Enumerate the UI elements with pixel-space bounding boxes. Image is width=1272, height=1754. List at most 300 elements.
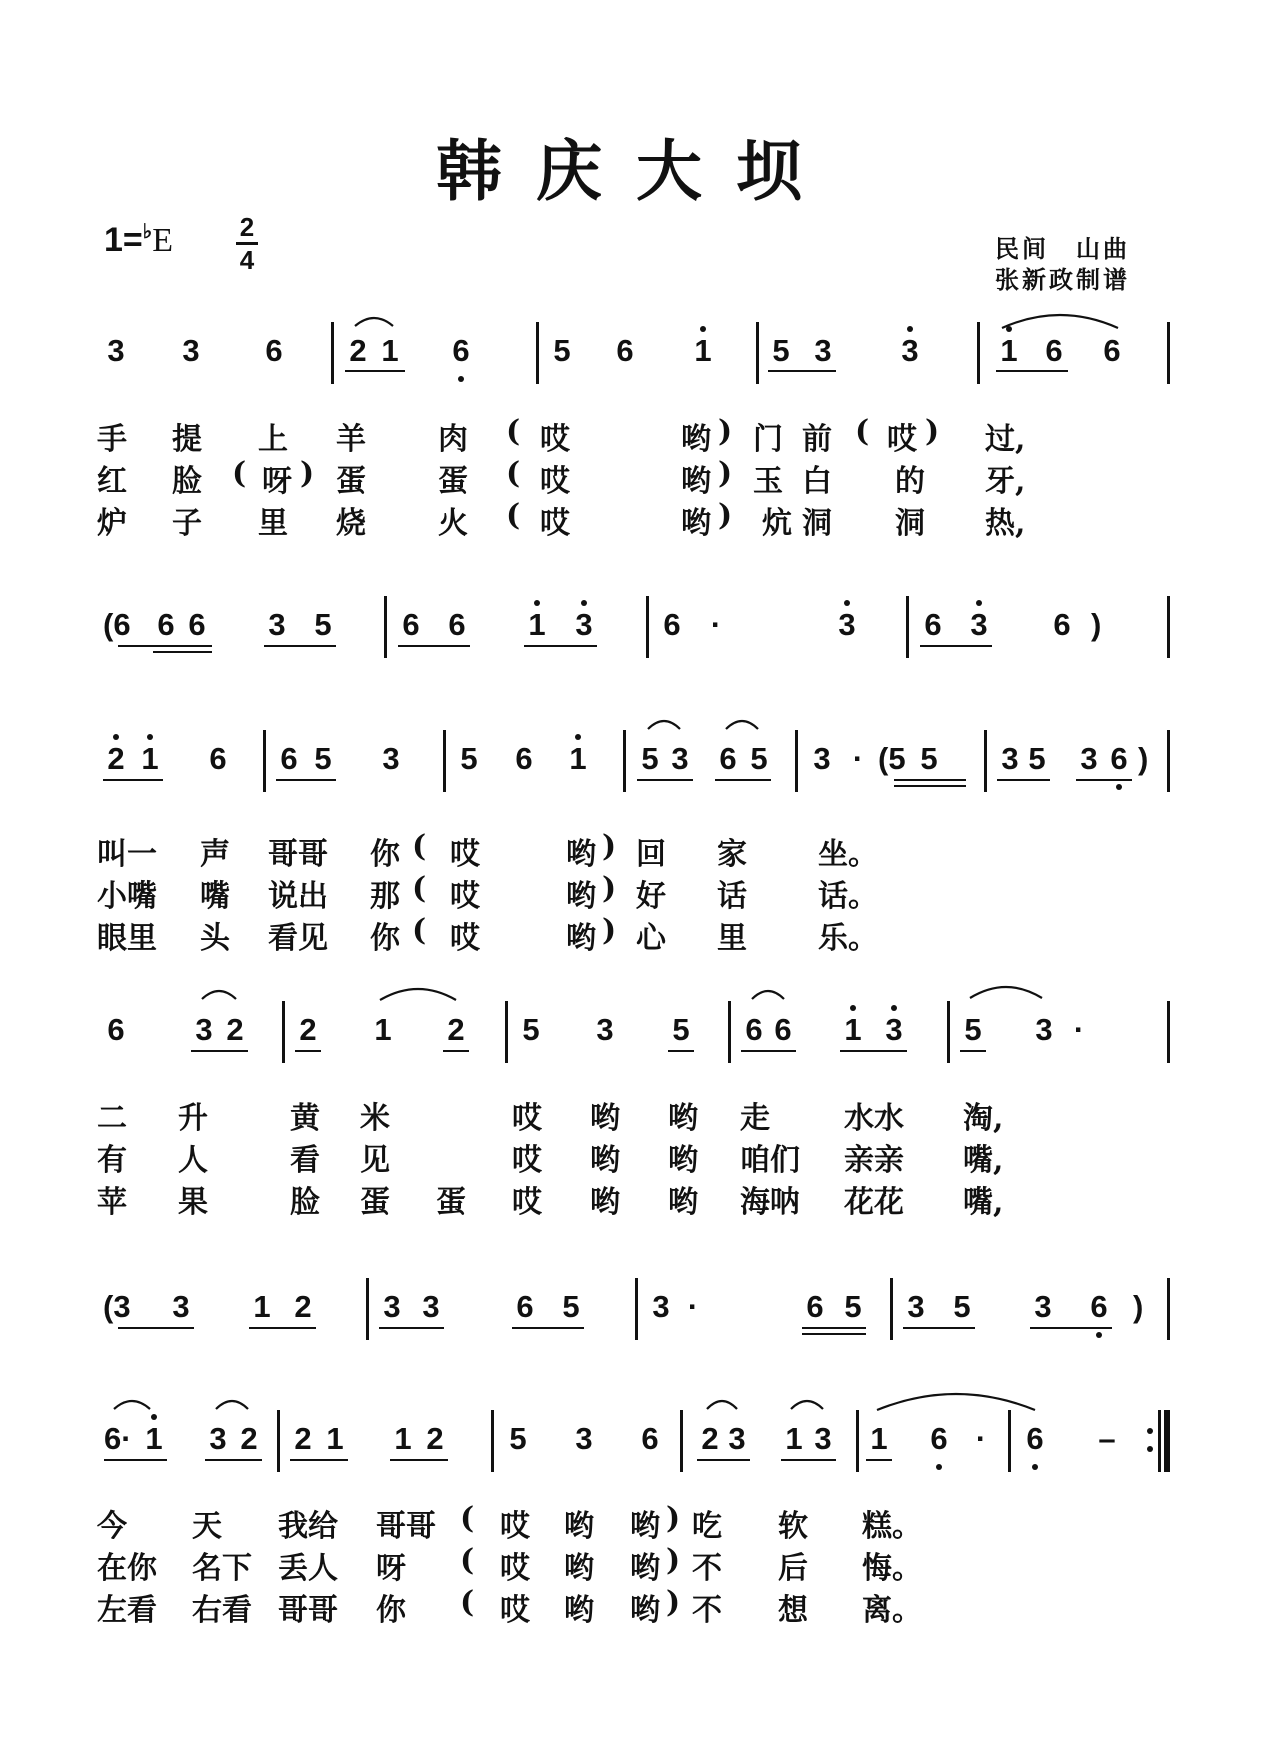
note: 6 bbox=[930, 1421, 948, 1456]
lyric-word: 右看 bbox=[192, 1593, 252, 1628]
note: 6 bbox=[188, 607, 206, 642]
note: 5 bbox=[772, 333, 790, 368]
underline bbox=[920, 645, 992, 647]
lyric-word: ( bbox=[232, 456, 247, 491]
note: 6 bbox=[745, 1012, 763, 1047]
note: 6 bbox=[806, 1289, 824, 1324]
note: 6 bbox=[209, 741, 227, 776]
barline bbox=[282, 1001, 285, 1063]
lyric-word: 呀 bbox=[262, 464, 292, 499]
low-dot bbox=[458, 376, 464, 382]
note: 2 bbox=[426, 1421, 444, 1456]
note: 3 bbox=[970, 607, 988, 642]
lyric-word: ) bbox=[718, 414, 733, 449]
barline bbox=[623, 730, 626, 792]
lyric-word: 玉 bbox=[753, 464, 783, 499]
low-dot bbox=[1116, 784, 1122, 790]
note: 6 bbox=[1053, 607, 1071, 642]
lyric-word: 的 bbox=[895, 464, 925, 499]
barline bbox=[795, 730, 798, 792]
slur bbox=[112, 1395, 152, 1411]
credit-arranger: 张新政制谱 bbox=[995, 265, 1130, 294]
note: 2 bbox=[294, 1289, 312, 1324]
underline bbox=[715, 779, 771, 781]
note: 5 bbox=[964, 1012, 982, 1047]
lyric-word: 想 bbox=[778, 1593, 808, 1628]
barline bbox=[1167, 596, 1170, 658]
note: 6 bbox=[280, 741, 298, 776]
lyric-word: 你 bbox=[376, 1593, 406, 1628]
barline bbox=[536, 322, 539, 384]
barline bbox=[947, 1001, 950, 1063]
lyric-word: 不 bbox=[692, 1593, 722, 1628]
barline bbox=[756, 322, 759, 384]
lyric-word: 离。 bbox=[862, 1593, 922, 1628]
note: 6 bbox=[1103, 333, 1121, 368]
note: 2 bbox=[240, 1421, 258, 1456]
lyric-word: 你 bbox=[370, 921, 400, 956]
lyric-word: ) bbox=[666, 1585, 681, 1620]
barline bbox=[856, 1410, 859, 1472]
lyric-word: 家 bbox=[717, 837, 747, 872]
note: (5 bbox=[878, 741, 906, 776]
underline bbox=[741, 1050, 796, 1052]
note: 3 bbox=[885, 1012, 903, 1047]
lyric-word: 咱们 bbox=[740, 1143, 800, 1178]
note: 6 bbox=[402, 607, 420, 642]
barline bbox=[491, 1410, 494, 1472]
barline bbox=[1167, 1001, 1170, 1063]
note: 3 bbox=[209, 1421, 227, 1456]
note: 1 bbox=[844, 1012, 862, 1047]
lyric-word: 嘴, bbox=[963, 1185, 1004, 1220]
underline bbox=[103, 779, 163, 781]
high-dot bbox=[113, 734, 119, 740]
barline bbox=[384, 596, 387, 658]
lyric-word: ) bbox=[602, 913, 617, 948]
lyric-word: 升 bbox=[178, 1101, 208, 1136]
lyric-word: 天 bbox=[192, 1509, 222, 1544]
underline bbox=[118, 1327, 194, 1329]
note: 1 bbox=[253, 1289, 271, 1324]
underline bbox=[290, 1459, 348, 1461]
slur bbox=[968, 980, 1044, 1000]
lyric-word: 门 bbox=[753, 422, 783, 457]
lyric-word: 哎 bbox=[512, 1101, 542, 1136]
note: 6 bbox=[157, 607, 175, 642]
note: 6 bbox=[448, 607, 466, 642]
note: 6 bbox=[1045, 333, 1063, 368]
high-dot bbox=[151, 1414, 157, 1420]
note: 1 bbox=[374, 1012, 392, 1047]
note: 3 bbox=[1001, 741, 1019, 776]
underline bbox=[903, 1327, 975, 1329]
note: 6 bbox=[774, 1012, 792, 1047]
lyric-word: 哟 bbox=[681, 464, 711, 499]
underline bbox=[802, 1327, 866, 1329]
lyric-word: 哟 bbox=[566, 879, 596, 914]
note: · bbox=[975, 1421, 987, 1456]
final-barline bbox=[1164, 1410, 1170, 1472]
lyric-word: 名下 bbox=[192, 1551, 252, 1586]
note: 1 bbox=[569, 741, 587, 776]
note: 6· bbox=[104, 1421, 132, 1456]
lyric-word: 糕。 bbox=[862, 1509, 922, 1544]
lyric-word: 淘, bbox=[963, 1101, 1004, 1136]
lyric-word: 果 bbox=[178, 1185, 208, 1220]
barline bbox=[277, 1410, 280, 1472]
lyric-word: 花花 bbox=[844, 1185, 904, 1220]
high-dot bbox=[534, 600, 540, 606]
note: 1 bbox=[326, 1421, 344, 1456]
lyric-word: 话 bbox=[717, 879, 747, 914]
note: 6 bbox=[1110, 741, 1128, 776]
lyric-word: 头 bbox=[200, 921, 230, 956]
slur bbox=[789, 1395, 825, 1411]
note: · bbox=[687, 1289, 699, 1324]
slur bbox=[705, 1395, 739, 1411]
underline bbox=[668, 1050, 694, 1052]
note: 3 bbox=[1035, 1012, 1053, 1047]
note: 3 bbox=[575, 1421, 593, 1456]
underline bbox=[249, 1327, 316, 1329]
lyric-word: 烧 bbox=[336, 506, 366, 541]
lyric-word: 哎 bbox=[540, 464, 570, 499]
high-dot bbox=[850, 1005, 856, 1011]
note: 5 bbox=[460, 741, 478, 776]
lyric-word: 炕 bbox=[762, 506, 792, 541]
slur bbox=[214, 1395, 250, 1411]
note: 2 bbox=[226, 1012, 244, 1047]
lyric-word: 走 bbox=[740, 1101, 770, 1136]
lyric-word: 哟 bbox=[590, 1101, 620, 1136]
underline bbox=[276, 779, 336, 781]
note: 5 bbox=[1028, 741, 1046, 776]
barline bbox=[331, 322, 334, 384]
lyric-word: ) bbox=[718, 456, 733, 491]
lyric-word: 提 bbox=[172, 422, 202, 457]
lyric-word: ( bbox=[460, 1543, 475, 1578]
lyric-word: 蛋 bbox=[436, 1185, 466, 1220]
lyric-word: 眼里 bbox=[97, 921, 157, 956]
barline bbox=[505, 1001, 508, 1063]
key-note: E bbox=[152, 222, 173, 259]
underline bbox=[894, 779, 966, 781]
note: 3 bbox=[182, 333, 200, 368]
lyric-word: 苹 bbox=[97, 1185, 127, 1220]
lyric-word: 那 bbox=[370, 879, 400, 914]
barline bbox=[984, 730, 987, 792]
underline bbox=[118, 645, 212, 647]
lyric-word: ( bbox=[412, 913, 427, 948]
lyric-word: 前 bbox=[802, 422, 832, 457]
lyric-word: 你 bbox=[370, 837, 400, 872]
underline bbox=[781, 1459, 836, 1461]
slur bbox=[646, 715, 682, 731]
note: 6 bbox=[663, 607, 681, 642]
slur bbox=[1000, 308, 1120, 330]
lyric-word: 回 bbox=[636, 837, 666, 872]
note: 3 bbox=[268, 607, 286, 642]
underline bbox=[697, 1459, 750, 1461]
underline bbox=[997, 779, 1050, 781]
lyric-word: 坐。 bbox=[818, 837, 878, 872]
lyric-word: ( bbox=[460, 1501, 475, 1536]
slur bbox=[353, 312, 395, 328]
lyric-word: 火 bbox=[438, 506, 468, 541]
lyric-word: 嘴 bbox=[200, 879, 230, 914]
lyric-word: 哎 bbox=[500, 1551, 530, 1586]
close-paren: ) bbox=[1133, 1289, 1144, 1324]
note: 3 bbox=[728, 1421, 746, 1456]
note: (6 bbox=[103, 607, 131, 642]
lyric-word: 哟 bbox=[566, 921, 596, 956]
barline bbox=[906, 596, 909, 658]
barline bbox=[977, 322, 980, 384]
high-dot bbox=[976, 600, 982, 606]
underline bbox=[379, 1327, 444, 1329]
note: 1 bbox=[785, 1421, 803, 1456]
lyric-word: ) bbox=[602, 829, 617, 864]
lyric-word: 软 bbox=[778, 1509, 808, 1544]
lyric-word: ( bbox=[412, 829, 427, 864]
barline bbox=[680, 1410, 683, 1472]
underline bbox=[295, 1050, 321, 1052]
lyric-word: 哟 bbox=[630, 1509, 660, 1544]
note: 3 bbox=[107, 333, 125, 368]
lyric-word: ( bbox=[506, 414, 521, 449]
underline bbox=[960, 1050, 986, 1052]
slur bbox=[378, 982, 458, 1002]
lyric-word: 说出 bbox=[268, 879, 328, 914]
note: 6 bbox=[452, 333, 470, 368]
lyric-word: 羊 bbox=[336, 422, 366, 457]
lyric-word: 哟 bbox=[668, 1101, 698, 1136]
lyric-word: 牙, bbox=[985, 464, 1026, 499]
lyric-word: 米 bbox=[360, 1101, 390, 1136]
lyric-word: 有 bbox=[97, 1143, 127, 1178]
low-dot bbox=[1096, 1332, 1102, 1338]
note: 3 bbox=[195, 1012, 213, 1047]
underline bbox=[637, 779, 693, 781]
note: 3 bbox=[907, 1289, 925, 1324]
note: 5 bbox=[920, 741, 938, 776]
credit-origin: 民间 山曲 bbox=[995, 234, 1130, 263]
barline bbox=[646, 596, 649, 658]
note: 2 bbox=[294, 1421, 312, 1456]
note: · bbox=[1073, 1012, 1085, 1047]
lyric-word: 叫一 bbox=[97, 837, 157, 872]
note: 5 bbox=[750, 741, 768, 776]
note: 1 bbox=[1000, 333, 1018, 368]
lyric-word: 哎 bbox=[500, 1593, 530, 1628]
note: 3 bbox=[814, 1421, 832, 1456]
close-paren: ) bbox=[1091, 607, 1102, 642]
note: 5 bbox=[314, 607, 332, 642]
lyric-word: 热, bbox=[985, 506, 1026, 541]
note: 6 bbox=[1026, 1421, 1044, 1456]
underline bbox=[443, 1050, 469, 1052]
note: 1 bbox=[694, 333, 712, 368]
barline bbox=[890, 1278, 893, 1340]
lyric-word: 过, bbox=[985, 422, 1026, 457]
underline bbox=[802, 1333, 866, 1335]
note: 6 bbox=[515, 741, 533, 776]
underline bbox=[1030, 1327, 1112, 1329]
lyric-word: 见 bbox=[360, 1143, 390, 1178]
lyric-word: 水水 bbox=[844, 1101, 904, 1136]
lyric-word: 哎 bbox=[450, 837, 480, 872]
underline bbox=[866, 1459, 892, 1461]
lyric-word: 海呐 bbox=[740, 1185, 800, 1220]
lyric-word: 黄 bbox=[290, 1101, 320, 1136]
note: 2 bbox=[107, 741, 125, 776]
lyric-word: 红 bbox=[97, 464, 127, 499]
lyric-word: ) bbox=[925, 414, 940, 449]
lyric-word: 后 bbox=[778, 1551, 808, 1586]
underline bbox=[524, 645, 597, 647]
lyric-word: 哟 bbox=[630, 1551, 660, 1586]
lyric-word: 看 bbox=[290, 1143, 320, 1178]
lyric-word: 不 bbox=[692, 1551, 722, 1586]
high-dot bbox=[844, 600, 850, 606]
note: 5 bbox=[641, 741, 659, 776]
underline bbox=[345, 370, 405, 372]
lyric-word: 哎 bbox=[540, 506, 570, 541]
lyric-word: 今 bbox=[97, 1509, 127, 1544]
lyric-word: 炉 bbox=[97, 506, 127, 541]
lyric-word: 好 bbox=[636, 879, 666, 914]
note: 6 bbox=[1090, 1289, 1108, 1324]
lyric-word: ( bbox=[506, 498, 521, 533]
note: 6 bbox=[516, 1289, 534, 1324]
lyric-word: 二 bbox=[97, 1101, 127, 1136]
underline bbox=[840, 1050, 907, 1052]
note: 3 bbox=[814, 333, 832, 368]
note: 3 bbox=[383, 1289, 401, 1324]
lyric-word: 哟 bbox=[564, 1509, 594, 1544]
lyric-word: 哟 bbox=[681, 422, 711, 457]
lyric-word: 嘴, bbox=[963, 1143, 1004, 1178]
lyric-word: 蛋 bbox=[438, 464, 468, 499]
note: 5 bbox=[672, 1012, 690, 1047]
underline bbox=[191, 1050, 248, 1052]
underline bbox=[390, 1459, 448, 1461]
lyric-word: 蛋 bbox=[336, 464, 366, 499]
lyric-word: 脸 bbox=[290, 1185, 320, 1220]
lyric-word: 哟 bbox=[668, 1143, 698, 1178]
underline bbox=[768, 370, 836, 372]
note: 5 bbox=[314, 741, 332, 776]
note: – bbox=[1098, 1421, 1116, 1456]
lyric-word: 小嘴 bbox=[97, 879, 157, 914]
lyric-word: 哎 bbox=[512, 1143, 542, 1178]
lyric-word: 丢人 bbox=[278, 1551, 338, 1586]
lyric-word: 哟 bbox=[668, 1185, 698, 1220]
lyric-word: 子 bbox=[172, 506, 202, 541]
lyric-word: 呀 bbox=[376, 1551, 406, 1586]
barline bbox=[263, 730, 266, 792]
slur bbox=[200, 985, 238, 1001]
barline bbox=[443, 730, 446, 792]
lyric-word: 脸 bbox=[172, 464, 202, 499]
high-dot bbox=[581, 600, 587, 606]
lyric-word: ) bbox=[666, 1501, 681, 1536]
underline bbox=[894, 785, 966, 787]
repeat-dot bbox=[1147, 1428, 1153, 1434]
note: · bbox=[852, 741, 864, 776]
lyric-word: 哟 bbox=[564, 1551, 594, 1586]
song-title: 韩庆大坝 bbox=[436, 132, 836, 210]
note: 1 bbox=[870, 1421, 888, 1456]
lyric-word: 心 bbox=[636, 921, 666, 956]
note: 5 bbox=[522, 1012, 540, 1047]
lyric-word: 里 bbox=[717, 921, 747, 956]
underline bbox=[264, 645, 336, 647]
note: 6 bbox=[265, 333, 283, 368]
lyric-word: 哥哥 bbox=[268, 837, 328, 872]
lyric-word: 哟 bbox=[590, 1185, 620, 1220]
note: 1 bbox=[141, 741, 159, 776]
lyric-word: 哎 bbox=[450, 879, 480, 914]
note: 1 bbox=[528, 607, 546, 642]
lyric-word: 亲亲 bbox=[844, 1143, 904, 1178]
meter-denominator: 4 bbox=[239, 245, 255, 275]
note: 3 bbox=[652, 1289, 670, 1324]
close-paren: ) bbox=[1138, 741, 1149, 776]
lyric-word: 哎 bbox=[512, 1185, 542, 1220]
lyric-word: 哎 bbox=[887, 422, 917, 457]
lyric-word: 哎 bbox=[450, 921, 480, 956]
note: 3 bbox=[422, 1289, 440, 1324]
underline bbox=[153, 651, 212, 653]
note: 6 bbox=[924, 607, 942, 642]
lyric-word: 哟 bbox=[590, 1143, 620, 1178]
time-signature bbox=[236, 214, 258, 273]
lyric-word: 肉 bbox=[438, 422, 468, 457]
note: 3 bbox=[575, 607, 593, 642]
lyric-word: 话。 bbox=[818, 879, 878, 914]
barline bbox=[1158, 1410, 1161, 1472]
lyric-word: 看见 bbox=[268, 921, 328, 956]
note: 5 bbox=[562, 1289, 580, 1324]
note: 3 bbox=[1034, 1289, 1052, 1324]
lyric-word: 吃 bbox=[692, 1509, 722, 1544]
lyric-word: 洞 bbox=[802, 506, 832, 541]
note: 3 bbox=[596, 1012, 614, 1047]
note: 3 bbox=[813, 741, 831, 776]
slur bbox=[875, 1386, 1037, 1412]
barline bbox=[728, 1001, 731, 1063]
note: 2 bbox=[299, 1012, 317, 1047]
lyric-word: 声 bbox=[200, 837, 230, 872]
note: 5 bbox=[953, 1289, 971, 1324]
high-dot bbox=[891, 1005, 897, 1011]
lyric-word: ) bbox=[602, 871, 617, 906]
lyric-word: ) bbox=[666, 1543, 681, 1578]
lyric-word: ( bbox=[412, 871, 427, 906]
underline bbox=[205, 1459, 262, 1461]
lyric-word: 在你 bbox=[97, 1551, 157, 1586]
underline bbox=[1076, 779, 1132, 781]
note: 3 bbox=[382, 741, 400, 776]
note: 2 bbox=[349, 333, 367, 368]
lyric-word: 哟 bbox=[630, 1593, 660, 1628]
lyric-word: ) bbox=[718, 498, 733, 533]
underline bbox=[512, 1327, 584, 1329]
barline bbox=[1167, 322, 1170, 384]
key-prefix: 1= bbox=[104, 221, 143, 259]
